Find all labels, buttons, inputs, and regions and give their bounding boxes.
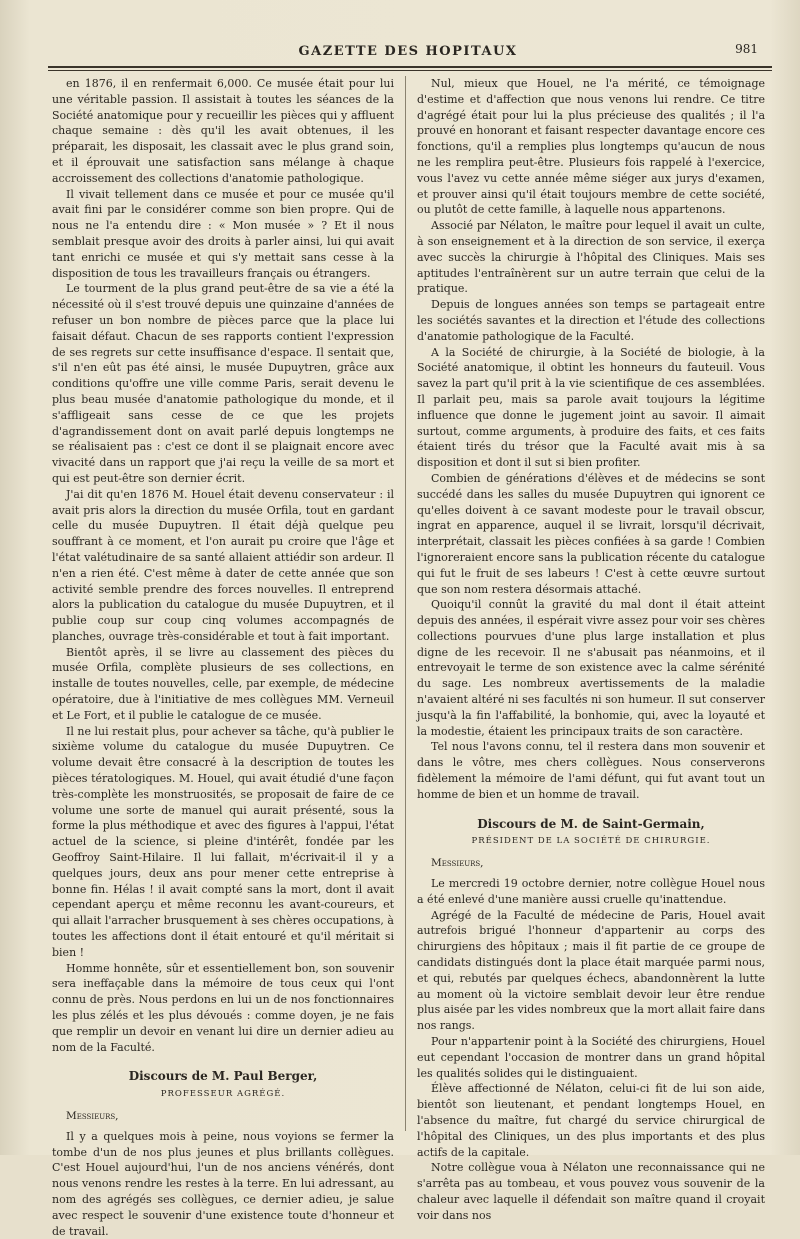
left-paragraphs bbox=[52, 76, 394, 1055]
right-paragraphs bbox=[417, 76, 765, 803]
left-column bbox=[52, 76, 394, 1239]
paragraph: Pour n'appartenir point à la Société des chirurgiens, Houel eut cependant l'occasion de montrer dans un grand hôpital les qualités solides qui le distinguaient. bbox=[417, 1035, 765, 1080]
paragraph: Le mercredi 19 octobre dernier, notre collègue Houel nous a été enlevé d'une manière aussi cruelle qu'inattendue. bbox=[417, 877, 765, 906]
paragraph: Bientôt après, il se livre au classement des pièces du musée Orfila, complète plusieurs de ses collections, en installe de toutes nouvelles, celle, par exemple, de médecine opératoire, due à l'initiative de mes collègues MM. Verneuil et Le Fort, et il publie le catalogue de ce musée. bbox=[52, 645, 394, 722]
column-divider bbox=[405, 76, 406, 1131]
paragraph: J'ai dit qu'en 1876 M. Houel était devenu conservateur : il avait pris alors la direction du musée Orfila, tout en gardant celle du musée Dupuytren. Il était déjà quelque peu souffrant à ce moment, et l'on aurait pu croire que l'âge et l'état valétudinaire de sa santé allaient attiédir son ardeur. Il n'en a rien été. C'est même à dater de cette année que son activité semble prendre des forces nouvelles. Il entreprend alors la publication du catalogue du musée Dupuytren, et il publie coup sur coup cinq volumes accompagnés de planches, ouvrage très-considérable et tout à fait important. bbox=[52, 487, 394, 643]
paragraph: en 1876, il en renfermait 6,000. Ce musée était pour lui une véritable passion. Il assistait à toutes les séances de la Société anatomique pour y recueillir les pièces qui y affluent chaque semaine : dès qu'il les avait obtenues, il les préparait, les disposait, les classait avec le plus grand soin, et il éprouvait une satisfaction sans mélange à chaque accroissement des collections d'anatomie pathologique. bbox=[52, 77, 394, 185]
paragraph: Il vivait tellement dans ce musée et pour ce musée qu'il avait fini par le considérer comme son bien propre. Qui de nous ne l'a entendu dire : « Mon musée » ? Et il nous semblait presque avoir des droits à parler ainsi, lui qui avait tant enrichi ce musée et qui s'y mettait sans cesse à la disposition de tous les travailleurs français ou étrangers. bbox=[52, 187, 394, 280]
header-rule-thick bbox=[48, 66, 772, 68]
paragraph: Il ne lui restait plus, pour achever sa tâche, qu'à publier le sixième volume du catalogue du musée Dupuytren. Ce volume devait être consacré à la description de toutes les pièces tératologiques. M. Houel, qui avait étudié d'une façon très-complète les monstruosités, se proposait de faire de ce volume une sorte de manuel qui aurait présenté, sous la forme la plus méthodique et avec des figures à l'appui, l'état actuel de la science, si pleine d'intérêt, fondée par les Geoffroy Saint-Hilaire. Il lui fallait, m'écrivait-il il y a quelques jours, deux ans pour mener cette entreprise à bonne fin. Hélas ! il avait compté sans la mort, dont il avait cependant aperçu et même reconnu les avant-coureurs, et qui allait l'arracher brusquement à ses chères occupations, à toutes les affections dont il était entouré et qu'il méritait si bien ! bbox=[52, 724, 394, 959]
paragraph: A la Société de chirurgie, à la Société de biologie, à la Société anatomique, il obtint les honneurs du fauteuil. Vous savez la part qu'il prit à la vie scientifique de ces assemblées. Il parlait peu, mais sa parole avait toujours la légitime influence que donne le jugement joint au savoir. Il aimait surtout, comme arguments, à produire des faits, et ces faits étaient tirés du trésor que la Faculté avait mis à sa disposition et dont il sut si bien profiter. bbox=[417, 345, 765, 470]
paragraph: Élève affectionné de Nélaton, celui-ci fit de lui son aide, bientôt son lieutenant, et pendant longtemps Houel, en l'absence du maître, fut chargé du service chirurgical de l'hôpital des Cliniques, un des plus importants et des plus actifs de la capitale. bbox=[417, 1082, 765, 1159]
paragraph: Associé par Nélaton, le maître pour lequel il avait un culte, à son enseignement et à la direction de son service, il exerça avec succès la chirurgie à l'hôpital des Cliniques. Mais ses aptitudes l'entraînèrent sur un autre terrain que celui de la pratique. bbox=[417, 219, 765, 296]
salutation-saint-germain: Messieurs, bbox=[431, 857, 484, 870]
speech-title-saint-germain: Discours de M. de Saint-Germain, bbox=[477, 816, 705, 831]
header-rule-thin bbox=[48, 70, 772, 71]
page-header bbox=[48, 38, 768, 68]
paragraph: Homme honnête, sûr et essentiellement bon, son souvenir sera ineffaçable dans la mémoire de tous ceux qui l'ont connu de près. Nous perdons en lui un de nos fonctionnaires les plus zélés et les plus dévoués : comme doyen, je ne fais que remplir un devoir en venant lui dire un dernier adieu au nom de la Faculté. bbox=[52, 961, 394, 1054]
paragraph: Tel nous l'avons connu, tel il restera dans mon souvenir et dans le vôtre, mes chers collègues. Nous conserverons fidèlement la mémoire de l'ami défunt, qui fut avant tout un homme de bien et un homme de travail. bbox=[417, 740, 765, 801]
paragraph: Agrégé de la Faculté de médecine de Paris, Houel avait autrefois brigué l'honneur d'appartenir au corps des chirurgiens des hôpitaux ; mais il fit partie de ce groupe de candidats distingués dont la place était marquée parmi nous, et qui, rebutés par quelques échecs, abandonnèrent la lutte au moment où la victoire semblait devoir leur être rendue plus aisée par les vides nombreux que la mort allait faire dans nos rangs. bbox=[417, 908, 765, 1033]
paragraph: Quoiqu'il connût la gravité du mal dont il était atteint depuis des années, il espérait vivre assez pour voir ses chères collections pourvues d'une plus large installation et plus digne de les recevoir. Il ne s'abusait pas néanmoins, et il entrevoyait le terme de son existence avec la calme sérénité du sage. Les nombreux avertissements de la maladie n'avaient altéré ni ses facultés ni son humeur. Il sut conserver jusqu'à la fin l'affabilité, la bonhomie, qui, avec la loyauté et la modestie, étaient les principaux traits de son caractère. bbox=[417, 598, 765, 738]
salutation-berger: Messieurs, bbox=[66, 1110, 119, 1122]
paragraph: Notre collègue voua à Nélaton une reconnaissance qui ne s'arrêta pas au tombeau, et vous pouvez vous souvenir de la chaleur avec laquelle il défendait son maître quand il croyait voir dans nos bbox=[417, 1161, 765, 1222]
speech-title-berger: Discours de M. Paul Berger, bbox=[128, 1069, 318, 1084]
journal-title: GAZETTE DES HOPITAUX bbox=[298, 44, 518, 59]
paragraph: Depuis de longues années son temps se partageait entre les sociétés savantes et la direction et l'étude des collections d'anatomie pathologique de la Faculté. bbox=[417, 298, 765, 343]
paragraph: Le tourment de la plus grand peut-être de sa vie a été la nécessité où il s'est trouvé depuis une quinzaine d'années de refuser un bon nombre de pièces parce que la place lui faisait défaut. Chacun de ses rapports contient l'expression de ses regrets sur cette insuffisance d'espace. Il sentait que, s'il n'en eût pas été ainsi, le musée Dupuytren, grâce aux conditions qu'offre une ville comme Paris, serait devenu le plus beau musée d'anatomie pathologique du monde, et il s'affligeait sans cesse de ce que les projets d'agrandissement dont on avait parlé depuis longtemps ne se réalisaient pas : c'est ce dont il se plaignait encore avec vivacité dans un rapport que j'ai reçu la veille de sa mort et qui est peut-être son dernier écrit. bbox=[52, 282, 394, 485]
speech-subtitle-saint-germain: PRÉSIDENT DE LA SOCIÉTÉ DE CHIRURGIE. bbox=[471, 836, 711, 847]
speech-subtitle-berger: PROFESSEUR AGRÉGÉ. bbox=[160, 1089, 286, 1100]
paragraph: Combien de générations d'élèves et de médecins se sont succédé dans les salles du musée Dupuytren qui ignorent ce qu'elles doivent à ce savant modeste pour le travail obscur, ingrat en apparence, auquel il se livrait, lorsqu'il décrivait, interprétait, classait les pièces confiées à sa garde ! Combien l'ignoreraient encore sans la publication récente du catalogue qui fut le fruit de ses labeurs ! C'est à cette œuvre surtout que son nom restera désormais attaché. bbox=[417, 471, 765, 596]
speech-body-berger bbox=[52, 1129, 394, 1239]
speech-body-saint-germain bbox=[417, 876, 765, 1224]
paragraph: Nul, mieux que Houel, ne l'a mérité, ce témoignage d'estime et d'affection que nous venons lui rendre. Ce titre d'agrégé était pour lui la plus précieuse des qualités ; il l'a prouvé en honorant et faisant respecter davantage encore ces fonctions, qu'il a remplies plus longtemps qu'aucun de nous ne les remplira peut-être. Plusieurs fois rappelé à l'exercice, vous l'avez vu cette année même siéger aux jurys d'examen, et prouver ainsi qu'il était toujours membre de cette société, ou plutôt de cette famille, à laquelle nous appartenons. bbox=[417, 77, 765, 217]
right-column bbox=[417, 76, 765, 1224]
paragraph: Il y a quelques mois à peine, nous voyions se fermer la tombe d'un de nos plus jeunes et plus brillants collègues. C'est Houel aujourd'hui, l'un de nos anciens vénérés, dont nous venons rendre les restes à la terre. En lui adressant, au nom des agrégés ses collègues, ce dernier adieu, je salue avec respect le souvenir d'une existence toute d'honneur et de travail. bbox=[52, 1129, 394, 1238]
page-number: 981 bbox=[735, 42, 758, 56]
